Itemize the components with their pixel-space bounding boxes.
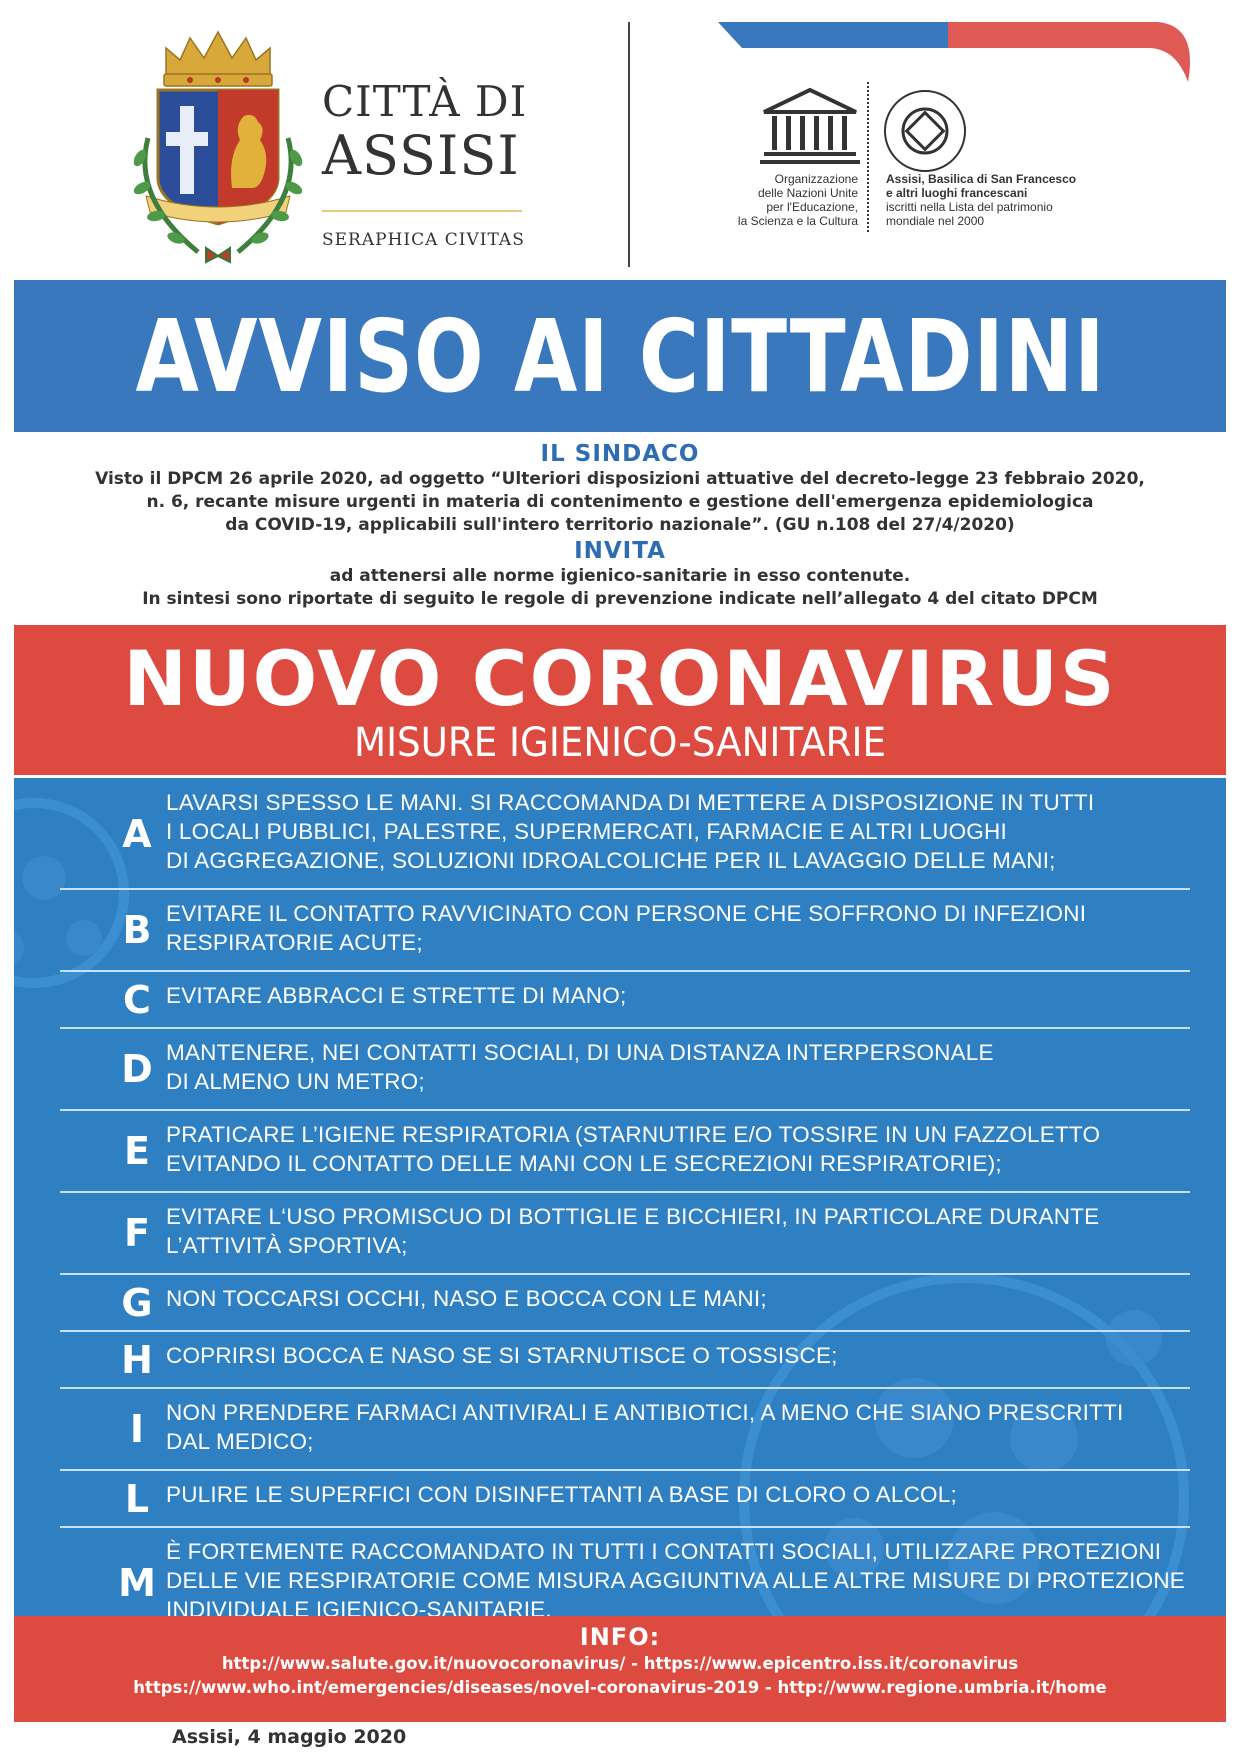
measure-text-line: I LOCALI PUBBLICI, PALESTRE, SUPERMERCATI, FARMACIE E ALTRI LUOGHI <box>166 819 1007 844</box>
measure-text-line: DAL MEDICO; <box>166 1429 314 1454</box>
measure-text <box>166 1537 1216 1616</box>
measure-text-line: EVITARE IL CONTATTO RAVVICINATO CON PERSONE CHE SOFFRONO DI INFEZIONI <box>166 901 1087 926</box>
measure-letter: L <box>124 1476 150 1521</box>
measure-text <box>166 899 1216 957</box>
assisi-crest-icon <box>128 28 308 266</box>
measure-text-line: PULIRE LE SUPERFICI CON DISINFETTANTI A BASE DI CLORO O ALCOL; <box>166 1482 957 1507</box>
unesco-logo-icon <box>760 86 860 176</box>
header <box>0 0 1240 275</box>
measure-text-line: EVITANDO IL CONTATTO DELLE MANI CON LE SECREZIONI RESPIRATORIE); <box>166 1151 1002 1176</box>
measure-text-line: EVITARE L‘USO PROMISCUO DI BOTTIGLIE E BICCHIERI, IN PARTICOLARE DURANTE <box>166 1204 1100 1229</box>
measure-text <box>166 1480 1216 1509</box>
measure-item <box>14 1470 1226 1527</box>
measure-item <box>14 971 1226 1028</box>
coronavirus-banner <box>14 625 1226 775</box>
info-links-line-2: https://www.who.int/emergencies/diseases/novel-coronavirus-2019 - http://www.regione.umbria.it/home <box>133 1678 1107 1697</box>
measure-item <box>14 1192 1226 1274</box>
unesco-caption <box>690 172 858 228</box>
sindaco-heading: IL SINDACO <box>540 441 700 467</box>
avviso-title: AVVISO AI CITTADINI <box>134 297 1105 415</box>
coronavirus-subtitle: MISURE IGIENICO-SANITARIE <box>353 720 887 766</box>
measure-item <box>14 1110 1226 1192</box>
measure-text-line: COPRIRSI BOCCA E NASO SE SI STARNUTISCE O TOSSISCE; <box>166 1343 838 1368</box>
invita-line: In sintesi sono riportate di seguito le regole di prevenzione indicate nell’allegato 4 del citato DPCM <box>142 589 1098 609</box>
measure-text-line: LAVARSI SPESSO LE MANI. SI RACCOMANDA DI METTERE A DISPOSIZIONE IN TUTTI <box>166 790 1095 815</box>
measure-letter: A <box>122 811 152 856</box>
measure-letter: G <box>121 1280 153 1325</box>
measure-text-line: DI ALMENO UN METRO; <box>166 1069 425 1094</box>
measure-item <box>14 1028 1226 1110</box>
measure-text-line: PRATICARE L’IGIENE RESPIRATORIA (STARNUTIRE E/O TOSSIRE IN UN FAZZOLETTO <box>166 1122 1101 1147</box>
measure-text-line: NON PRENDERE FARMACI ANTIVIRALI E ANTIBIOTICI, A MENO CHE SIANO PRESCRITTI <box>166 1400 1124 1425</box>
measure-letter: F <box>124 1211 150 1255</box>
measure-text-line: DELLE VIE RESPIRATORIE COME MISURA AGGIUNTIVA ALLE ALTRE MISURE DI PROTEZIONE <box>166 1568 1185 1593</box>
measure-text-line: NON TOCCARSI OCCHI, NASO E BOCCA CON LE MANI; <box>166 1286 767 1311</box>
decree-line: Visto il DPCM 26 aprile 2020, ad oggetto “Ulteriori disposizioni attuative del decreto-legge 23 febbraio 2020, <box>95 469 1145 489</box>
measure-item <box>14 1331 1226 1388</box>
measure-text <box>166 1284 1216 1313</box>
measure-text <box>166 1038 1216 1096</box>
info-links-line-1: http://www.salute.gov.it/nuovocoronavirus/ - https://www.epicentro.iss.it/coronavirus <box>221 1654 1019 1673</box>
measure-text <box>166 1341 1216 1370</box>
measure-item <box>14 778 1226 889</box>
measure-letter: H <box>121 1337 153 1382</box>
whc-caption-line: iscritti nella Lista del patrimonio <box>886 200 1053 214</box>
unesco-caption-line: per l'Educazione, <box>766 200 858 214</box>
unesco-caption-line: delle Nazioni Unite <box>757 186 858 200</box>
avviso-banner <box>14 280 1226 432</box>
measure-letter: E <box>124 1129 150 1173</box>
measure-letter: I <box>129 1407 145 1451</box>
city-motto: SERAPHICA CIVITAS <box>322 230 525 250</box>
invita-line: ad attenersi alle norme igienico-sanitarie in esso contenute. <box>329 566 911 586</box>
city-name-line2: ASSISI <box>322 124 520 187</box>
measures-panel <box>14 778 1226 1616</box>
world-heritage-caption <box>886 172 1126 228</box>
measure-item <box>14 1527 1226 1616</box>
measure-text <box>166 1398 1216 1456</box>
measure-text-line: È FORTEMENTE RACCOMANDATO IN TUTTI I CONTATTI SOCIALI, UTILIZZARE PROTEZIONI <box>166 1539 1162 1564</box>
measure-item <box>14 889 1226 971</box>
measure-letter: C <box>123 977 151 1022</box>
invita-heading: INVITA <box>574 538 666 564</box>
measure-letter: D <box>121 1047 153 1091</box>
city-name-rule <box>322 210 522 212</box>
measure-list <box>14 778 1226 1616</box>
whc-caption-bold-line: Assisi, Basilica di San Francesco <box>886 172 1077 186</box>
city-name <box>322 78 527 186</box>
issue-date: Assisi, 4 maggio 2020 <box>172 1726 407 1748</box>
measure-text-line: RESPIRATORIE ACUTE; <box>166 930 423 955</box>
whc-caption-line: mondiale nel 2000 <box>886 214 985 228</box>
unesco-caption-line: Organizzazione <box>774 172 858 186</box>
unesco-caption-line: la Scienza e la Cultura <box>737 214 858 228</box>
decree-section <box>20 440 1220 611</box>
ribbon-graphic <box>718 22 1198 84</box>
city-name-line1: CITTÀ DI <box>322 77 528 126</box>
measure-text <box>166 1202 1216 1260</box>
measure-text <box>166 1120 1216 1178</box>
measure-text-line: MANTENERE, NEI CONTATTI SOCIALI, DI UNA DISTANZA INTERPERSONALE <box>166 1040 994 1065</box>
whc-caption-bold-line: e altri luoghi francescani <box>886 186 1028 200</box>
decree-line: n. 6, recante misure urgenti in materia di contenimento e gestione dell'emergenza epidemiologica <box>146 492 1094 512</box>
measure-text-line: INDIVIDUALE IGIENICO-SANITARIE. <box>166 1597 552 1616</box>
measure-letter: M <box>118 1560 156 1605</box>
measure-item <box>14 1274 1226 1331</box>
world-heritage-emblem-icon <box>880 86 970 176</box>
measure-item <box>14 1388 1226 1470</box>
info-title: INFO: <box>579 1623 661 1651</box>
measure-text <box>166 981 1216 1010</box>
coronavirus-title: NUOVO CORONAVIRUS <box>123 634 1117 723</box>
measure-text <box>166 788 1216 875</box>
measure-text-line: EVITARE ABBRACCI E STRETTE DI MANO; <box>166 983 627 1008</box>
measure-letter: B <box>122 908 152 952</box>
measure-text-line: DI AGGREGAZIONE, SOLUZIONI IDROALCOLICHE PER IL LAVAGGIO DELLE MANI; <box>166 848 1056 873</box>
info-banner <box>14 1616 1226 1722</box>
measure-text-line: L’ATTIVITÀ SPORTIVA; <box>166 1233 408 1258</box>
decree-text <box>20 468 1220 537</box>
invita-text <box>20 565 1220 611</box>
decree-line: da COVID-19, applicabili sull'intero territorio nazionale”. (GU n.108 del 27/4/2020) <box>225 515 1015 535</box>
header-divider <box>628 22 630 267</box>
logo-divider <box>867 82 869 232</box>
